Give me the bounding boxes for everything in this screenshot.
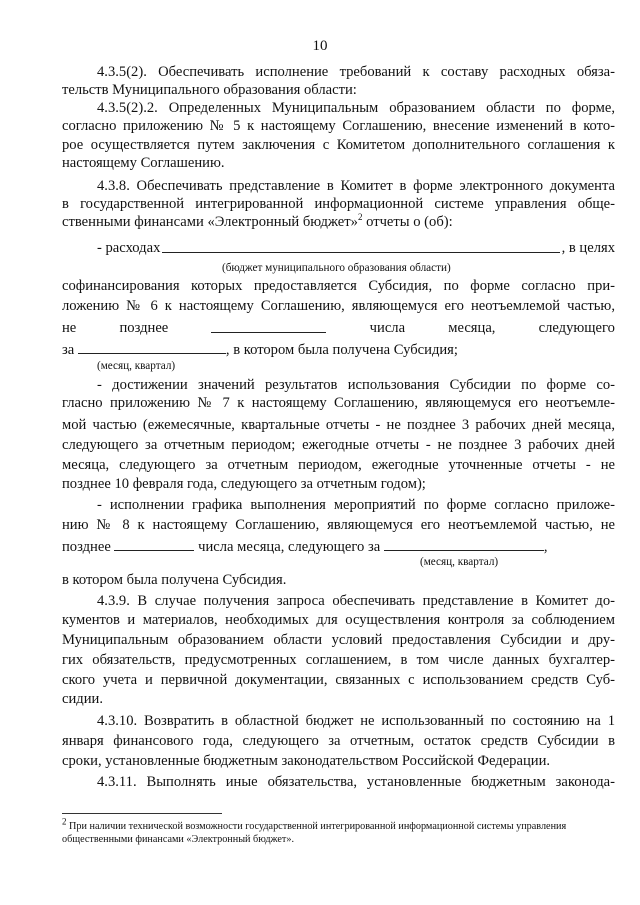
text-line: в государственной интегрированной информационной системе управления обще- (62, 196, 615, 212)
text-fragment: позднее (62, 539, 115, 555)
blank-field (162, 240, 559, 253)
text-line: позднее 10 февраля года, следующего за отчетным годом); (62, 476, 426, 492)
text-line: 4.3.8. Обеспечивать представление в Комитет в форме электронного документа (97, 178, 615, 194)
text-line: - достижении значений результатов использования Субсидии по форме со- (97, 377, 615, 393)
text-line: сроки, установленные бюджетным законодательством Российской Федерации. (62, 753, 551, 769)
text-fragment: месяца, (448, 320, 496, 336)
footnote-line (62, 816, 622, 833)
text-line: кументов и материалов, необходимых для осуществления контроля за соблюдением (62, 612, 615, 628)
text-fragment: за (62, 342, 78, 358)
text-line: тельств Муниципального образования области: (62, 82, 357, 98)
footnote-line: общественными финансами «Электронный бюджет». (62, 834, 295, 845)
footnote-mark: 2 (62, 816, 67, 827)
text-line (97, 240, 615, 257)
text-line: согласно приложению № 5 к настоящему Соглашению, внесение изменений в кото- (62, 118, 615, 134)
footnote-ref: 2 (357, 212, 363, 223)
blank-field (211, 320, 326, 333)
text-line: 4.3.9. В случае получения запроса обеспечивать представление в Комитет до- (97, 593, 615, 609)
text-line: нию № 8 к настоящему Соглашению, являющемуся его неотъемлемой частью, не (62, 517, 615, 533)
footnote-text: При наличии технической возможности государственной интегрированной информационной системы управления (66, 821, 567, 832)
text-line (62, 320, 615, 337)
text-line: 4.3.10. Возвратить в областной бюджет не использованный по состоянию на 1 (97, 713, 615, 729)
text-line: Муниципальным образованием области условий предоставления Субсидии и дру- (62, 632, 615, 648)
field-caption: (месяц, квартал) (420, 556, 499, 568)
text-line (62, 341, 615, 359)
text-line: софинансирования которых предоставляется Субсидия, по форме согласно при- (62, 278, 615, 294)
text-line: в котором была получена Субсидия. (62, 572, 287, 588)
text-line: гласно приложению № 7 к настоящему Соглашению, являющемуся его неотъемле- (62, 395, 615, 411)
text-line: следующего за отчетным периодом; ежегодные отчеты - не позднее 3 рабочих дней (62, 437, 615, 453)
text-line: настоящему Соглашению. (62, 155, 225, 171)
text-line: 4.3.11. Выполнять иные обязательства, установленные бюджетным законода- (97, 774, 615, 790)
text-fragment: отчеты о (об): (362, 214, 453, 230)
text-fragment: , (543, 539, 548, 555)
text-fragment: не (62, 320, 77, 336)
text-line: января финансового года, следующего за отчетным, остаток средств Субсидии в (62, 733, 615, 749)
text-line: - исполнении графика выполнения мероприятий по форме согласно приложе- (97, 497, 615, 513)
field-caption: (бюджет муниципального образования области) (222, 262, 451, 274)
field-caption: (месяц, квартал) (97, 360, 176, 372)
text-fragment: , в котором была получена Субсидия; (225, 342, 458, 358)
text-line: рое осуществляется путем заключения с Комитетом дополнительного соглашения к (62, 137, 615, 153)
text-line: 4.3.5(2).2. Определенных Муниципальным образованием области по форме, (97, 100, 615, 116)
blank-field (78, 341, 226, 354)
text-line: 4.3.5(2). Обеспечивать исполнение требований к составу расходных обяза- (97, 64, 615, 80)
text-fragment: ственными финансами «Электронный бюджет» (62, 214, 358, 230)
blank-field (114, 538, 194, 551)
page-number: 10 (312, 38, 328, 54)
text-fragment: числа (369, 320, 406, 336)
text-line (62, 214, 615, 231)
text-fragment: позднее (119, 320, 169, 336)
text-fragment: - расходах (97, 240, 161, 256)
text-fragment: , в целях (561, 240, 615, 256)
text-line: мой частью (ежемесячные, квартальные отчеты - не позднее 3 рабочих дней месяца, (62, 417, 615, 433)
text-fragment: числа месяца, следующего за (194, 539, 384, 555)
text-line: сидии. (62, 691, 103, 707)
blank-field (384, 538, 544, 551)
text-line: гих обязательств, предусмотренных соглашением, в том числе данных бухгалтер- (62, 652, 615, 668)
text-line: месяца, следующего за отчетным периодом, ежегодные уточненные отчеты - не (62, 457, 615, 473)
footnote-separator (62, 813, 222, 814)
text-fragment: следующего (538, 320, 615, 336)
text-line: ского учета и первичной документации, связанных с использованием средств Суб- (62, 672, 615, 688)
text-line: ложению № 6 к настоящему Соглашению, являющемуся его неотъемлемой частью, (62, 298, 615, 314)
text-line (62, 538, 615, 556)
